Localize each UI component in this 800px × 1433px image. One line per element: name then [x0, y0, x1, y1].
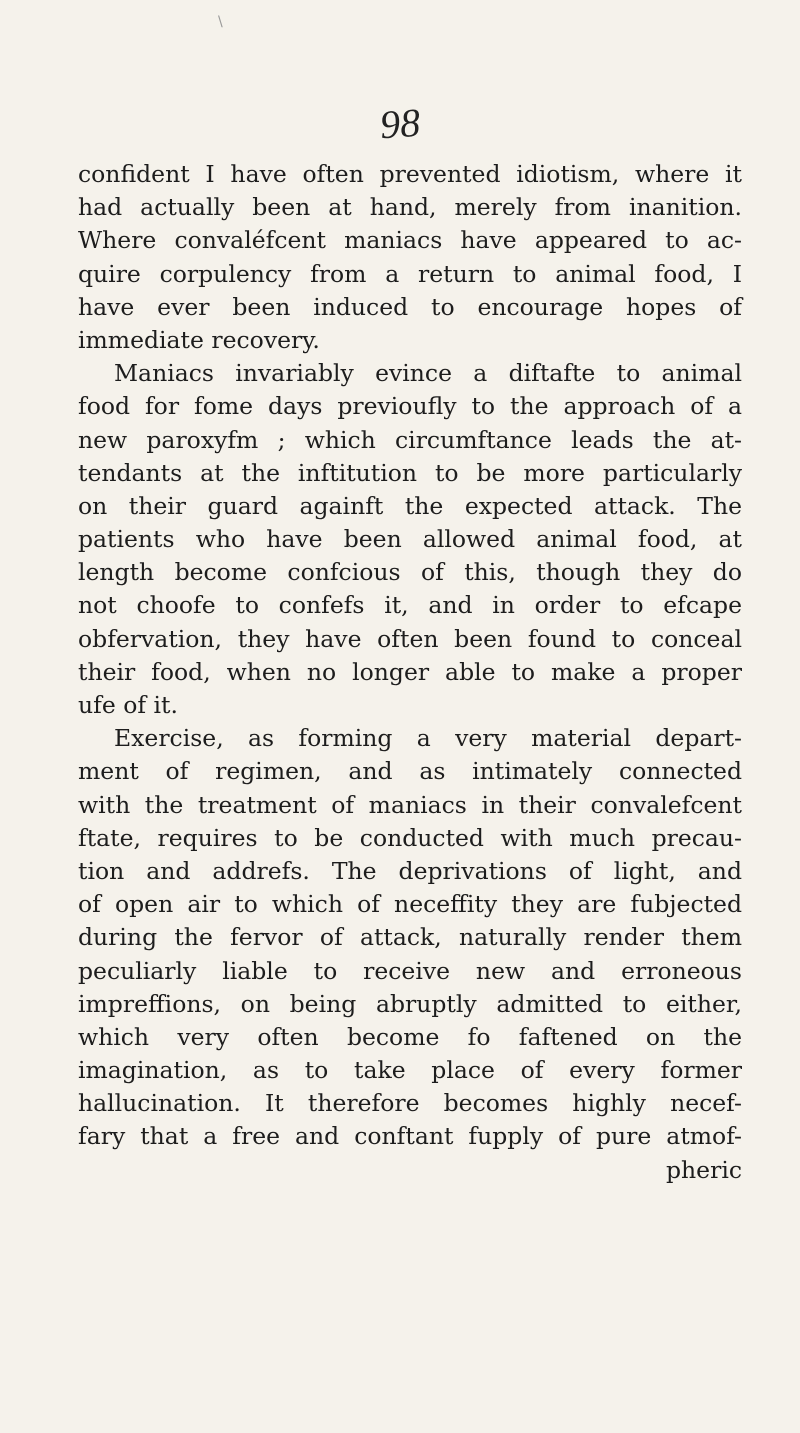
text-line: immediate recovery. — [78, 325, 320, 354]
text-line: ufe of it. — [78, 691, 178, 719]
text-line: Where convaléfcent maniacs have appeared to ac- — [78, 226, 742, 255]
page-number: 98 — [378, 99, 422, 148]
text-line: confident I have often prevented idiotism, where it — [78, 160, 742, 188]
text-line: patients who have been allowed animal food, at — [78, 525, 742, 554]
text-line: impreffions, on being abruptly admitted to either, — [78, 989, 742, 1018]
text-line: have ever been induced to encourage hopes of — [78, 292, 742, 321]
text-line: imagination, as to take place of every former — [78, 1056, 742, 1085]
body-text — [78, 158, 742, 1187]
text-line: Maniacs invariably evince a diftafte to animal — [114, 359, 742, 388]
text-line: had actually been at hand, merely from inanition. — [78, 193, 742, 222]
text-line: peculiarly liable to receive new and erroneous — [78, 956, 742, 985]
text-line: of open air to which of neceffity they are fubjected — [78, 890, 742, 919]
text-line: with the treatment of maniacs in their convalefcent — [78, 790, 742, 819]
text-line: ftate, requires to be conducted with much precau- — [78, 823, 742, 852]
text-line: quire corpulency from a return to animal food, I — [78, 259, 742, 288]
text-line: Exercise, as forming a very material depart- — [114, 724, 742, 753]
text-line: which very often become fo faftened on the — [78, 1022, 742, 1051]
text-line: hallucination. It therefore becomes highly necef- — [78, 1089, 742, 1118]
text-line: obfervation, they have often been found to conceal — [78, 624, 742, 653]
text-line: length become confcious of this, though they do — [78, 558, 742, 587]
text-line: ment of regimen, and as intimately connected — [78, 757, 742, 786]
text-line: not choofe to confefs it, and in order to efcape — [78, 591, 742, 620]
text-line: pheric — [666, 1155, 742, 1184]
text-line: tion and addrefs. The deprivations of light, and — [78, 856, 742, 885]
text-line: new paroxyfm ; which circumftance leads the at- — [78, 425, 742, 454]
text-line: on their guard againft the expected attack. The — [78, 491, 742, 520]
text-line: tendants at the inftitution to be more particularly — [78, 458, 742, 487]
scan-speck: \ — [218, 14, 223, 30]
text-line: fary that a free and conftant fupply of pure atmof- — [78, 1122, 742, 1151]
text-line: their food, when no longer able to make a proper — [78, 657, 742, 686]
text-line: during the fervor of attack, naturally render them — [78, 923, 742, 952]
text-line: food for fome days previoufly to the approach of a — [78, 392, 742, 421]
